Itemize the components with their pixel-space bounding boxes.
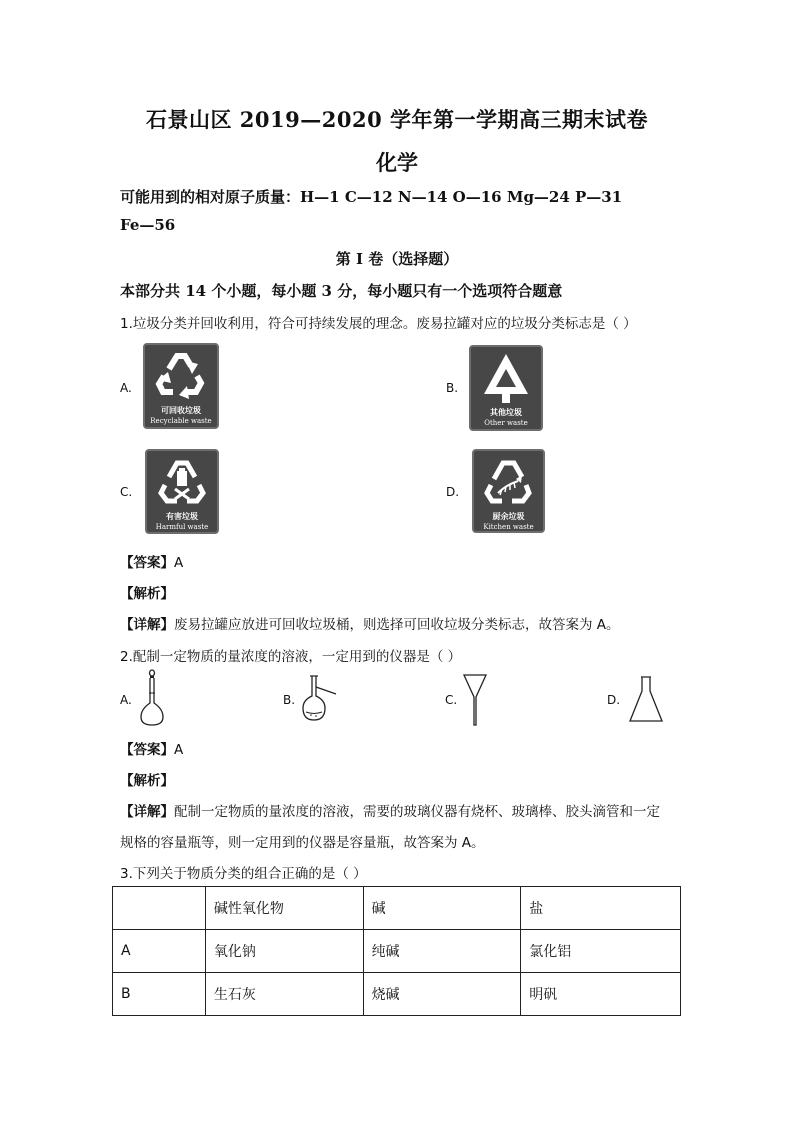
q1-option-d-label: D. (446, 485, 460, 499)
recycle-icon (145, 345, 217, 407)
section-title: 第 I 卷（选择题） (335, 250, 459, 268)
table-cell: 纯碱 (363, 930, 521, 973)
sign-label-en: Recyclable waste (150, 417, 212, 425)
q1-option-a-sign[interactable] (143, 343, 219, 429)
q2-option-c-label: C. (445, 693, 458, 707)
sign-label-cn: 有害垃圾 (166, 512, 198, 521)
q1-option-a-label: A. (120, 381, 132, 395)
q2-analysis-tag: 【解析】 (120, 773, 174, 789)
table-cell: 氯化铝 (521, 930, 681, 973)
table-header-row (113, 887, 681, 930)
answer-tag: 【答案】 (120, 742, 174, 758)
atomic-mass-line-2: Fe—56 (120, 216, 176, 234)
table-header-cell: 碱性氧化物 (205, 887, 363, 930)
q1-option-c-sign[interactable] (145, 449, 219, 534)
table-header-cell: 碱 (363, 887, 521, 930)
detail-text: 配制一定物质的量浓度的溶液，需要的玻璃仪器有烧杯、玻璃棒、胶头滴管和一定 (174, 804, 660, 820)
sign-label-cn: 可回收垃圾 (161, 406, 201, 415)
question-1-stem: 1.垃圾分类并回收利用，符合可持续发展的理念。废易拉罐对应的垃圾分类标志是（ ） (120, 316, 637, 332)
conical-flask-icon[interactable] (627, 675, 665, 725)
table-row (113, 973, 681, 1016)
atomic-mass-line: 可能用到的相对原子质量：H—1 C—12 N—14 O—16 Mg—24 P—31 (120, 188, 623, 206)
subject-title: 化学 (376, 150, 418, 175)
table-cell: B (113, 973, 206, 1016)
table-header-cell: 盐 (521, 887, 681, 930)
table-cell: 烧碱 (363, 973, 521, 1016)
harmful-waste-icon (147, 451, 217, 513)
q1-option-b-label: B. (446, 381, 459, 395)
sign-label-cn: 厨余垃圾 (492, 512, 525, 521)
funnel-icon[interactable] (462, 673, 488, 727)
q1-option-c-label: C. (120, 485, 133, 499)
q2-option-b-label: B. (283, 693, 296, 707)
question-2-stem: 2.配制一定物质的量浓度的溶液，一定用到的仪器是（ ） (120, 649, 462, 665)
table-cell: 生石灰 (205, 973, 363, 1016)
volumetric-flask-icon[interactable] (137, 669, 167, 729)
q1-detail (120, 613, 620, 633)
table-cell: A (113, 930, 206, 973)
kitchen-waste-icon (474, 451, 543, 513)
sign-label-en: Harmful waste (155, 523, 209, 531)
q2-answer (120, 738, 183, 758)
detail-tag: 【详解】 (120, 804, 174, 820)
question-3-stem: 3.下列关于物质分类的组合正确的是（ ） (120, 866, 367, 882)
table-row (113, 930, 681, 973)
q1-answer (120, 551, 183, 571)
answer-value: A (174, 742, 184, 758)
table-cell: 氧化钠 (205, 930, 363, 973)
q1-option-d-sign[interactable] (472, 449, 545, 533)
q2-option-d-label: D. (607, 693, 621, 707)
classification-table (112, 886, 681, 1016)
detail-tag: 【详解】 (120, 617, 174, 633)
section-description: 本部分共 14 个小题，每小题 3 分，每小题只有一个选项符合题意 (120, 282, 563, 300)
table-header-cell (113, 887, 206, 930)
sign-label-cn: 其他垃圾 (490, 408, 522, 417)
page-title: 石景山区 2019—2020 学年第一学期高三期末试卷 (145, 107, 648, 132)
table-cell: 明矾 (521, 973, 681, 1016)
q2-detail-line-2: 规格的容量瓶等，则一定用到的仪器是容量瓶，故答案为 A。 (120, 835, 485, 851)
q1-option-b-sign[interactable] (469, 345, 543, 431)
sign-label-en: Kitchen waste (483, 523, 534, 531)
answer-value: A (174, 555, 184, 571)
q2-detail (120, 800, 660, 820)
q1-analysis-tag: 【解析】 (120, 586, 174, 602)
sign-label-en: Other waste (484, 419, 528, 427)
other-waste-icon (471, 347, 541, 409)
q2-option-a-label: A. (120, 693, 132, 707)
detail-text: 废易拉罐应放进可回收垃圾桶，则选择可回收垃圾分类标志，故答案为 A。 (174, 617, 620, 633)
distillation-flask-icon[interactable] (299, 674, 339, 724)
answer-tag: 【答案】 (120, 555, 174, 571)
